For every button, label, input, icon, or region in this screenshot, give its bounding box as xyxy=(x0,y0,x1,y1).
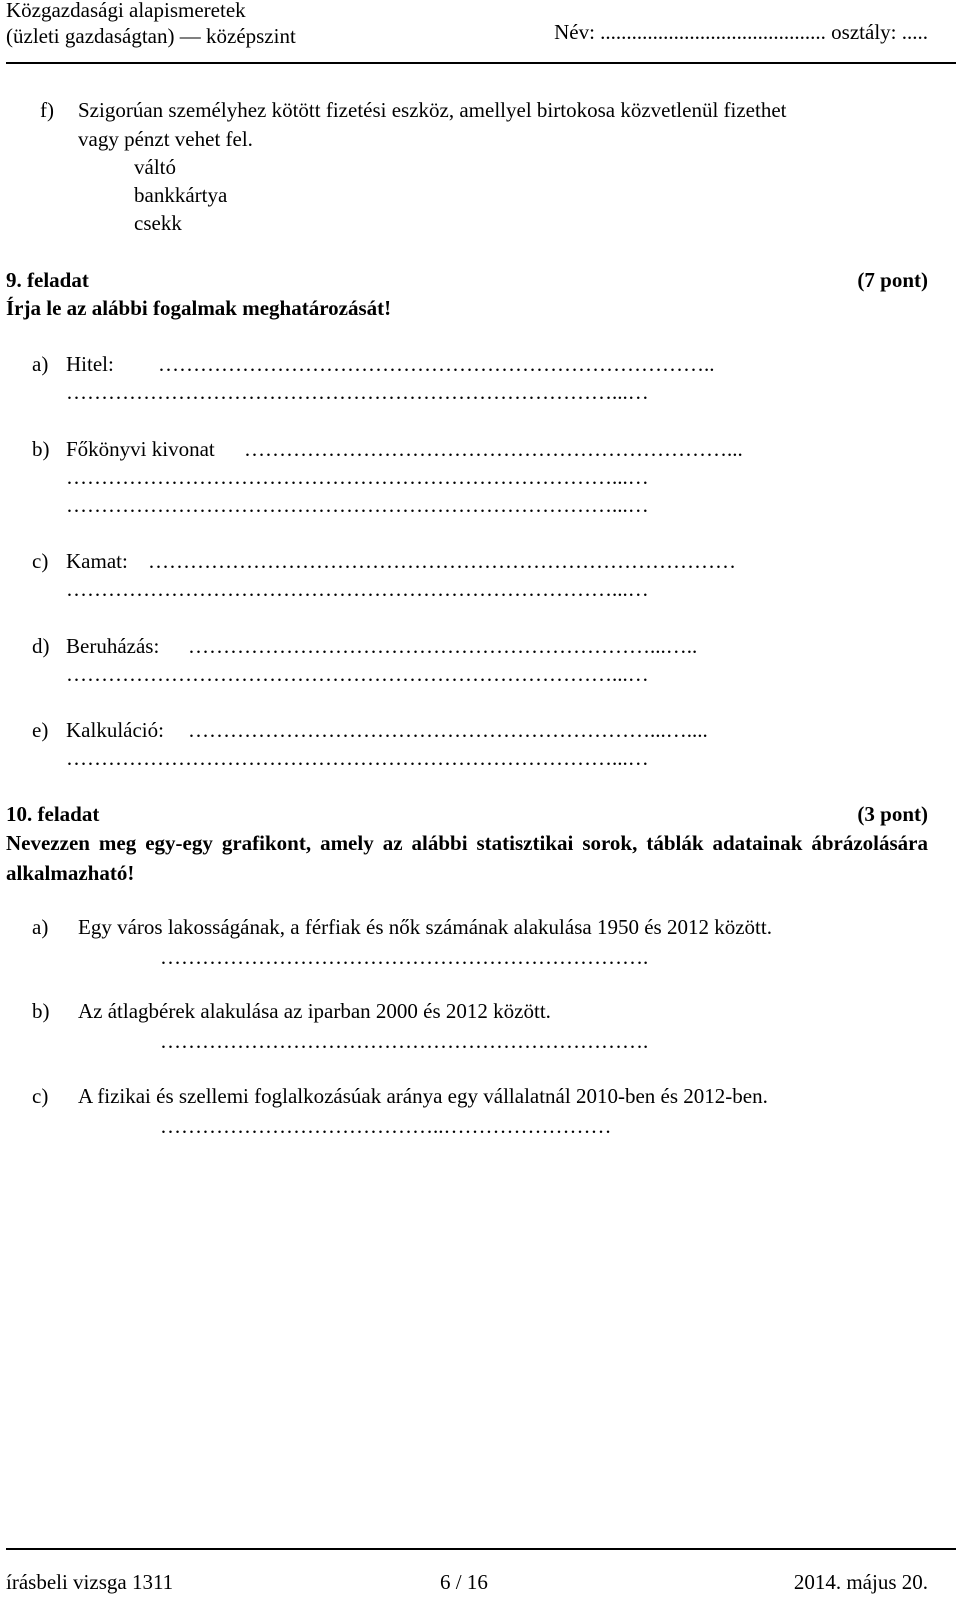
task9d-label: d) xyxy=(32,634,50,658)
task9e-answer-line[interactable]: …………………………………………………………...….... xyxy=(188,718,708,742)
footer-page-number: 6 / 16 xyxy=(440,1570,488,1594)
task9a-term: Hitel: xyxy=(66,352,114,376)
task10b-answer-line[interactable]: ……………………………………………………………. xyxy=(160,1029,649,1053)
task9-points: (7 pont) xyxy=(857,268,928,292)
task9b-answer-line[interactable]: ……………………………………………………………... xyxy=(244,437,743,461)
header-subject-line1: Közgazdasági alapismeretek xyxy=(6,0,246,22)
task9b-answer-line[interactable]: ……………………………………………………………………...… xyxy=(66,493,649,517)
task9-instruction: Írja le az alábbi fogalmak meghatározását! xyxy=(6,296,392,320)
task10a-label: a) xyxy=(32,915,49,939)
task9a-answer-line[interactable]: ……………………………………………………………………...… xyxy=(66,380,649,404)
task8f-option: bankkártya xyxy=(134,183,228,207)
task9b-label: b) xyxy=(32,437,50,461)
header-subject-line2: (üzleti gazdaságtan) — középszint xyxy=(6,24,296,48)
task10c-text: A fizikai és szellemi foglalkozásúak aránya egy vállalatnál 2010-ben és 2012-ben. xyxy=(78,1084,768,1108)
task9b-answer-line[interactable]: ……………………………………………………………………...… xyxy=(66,465,649,489)
task10a-answer-line[interactable]: ……………………………………………………………. xyxy=(160,945,649,969)
footer-exam: írásbeli vizsga 1311 xyxy=(6,1570,174,1594)
task8f-option: váltó xyxy=(134,155,176,179)
task9a-answer-line[interactable]: …………………………………………………………………….. xyxy=(158,352,715,376)
footer-rule xyxy=(6,1548,956,1550)
task8f-question-line1: Szigorúan személyhez kötött fizetési eszköz, amellyel birtokosa közvetlenül fizethet xyxy=(78,98,787,122)
task9-title: 9. feladat xyxy=(6,268,89,292)
task10c-answer-line[interactable]: …………………………………..…………………… xyxy=(160,1114,612,1138)
task9c-label: c) xyxy=(32,549,49,573)
task8f-option: csekk xyxy=(134,211,182,235)
header-rule xyxy=(6,62,956,64)
task9a-label: a) xyxy=(32,352,49,376)
task9c-term: Kamat: xyxy=(66,549,128,573)
task9e-label: e) xyxy=(32,718,49,742)
header-name-class: Név: ........................................... osztály: ..... xyxy=(554,20,928,44)
task10c-label: c) xyxy=(32,1084,49,1108)
task9d-answer-line[interactable]: ……………………………………………………………………...… xyxy=(66,662,649,686)
task10-points: (3 pont) xyxy=(857,802,928,826)
task9b-term: Főkönyvi kivonat xyxy=(66,437,215,461)
footer-date: 2014. május 20. xyxy=(793,1570,928,1594)
task10b-label: b) xyxy=(32,999,50,1023)
task9d-answer-line[interactable]: …………………………………………………………...….. xyxy=(188,634,698,658)
task9c-answer-line[interactable]: ………………………………………………………………………… xyxy=(148,549,736,573)
task10-instruction: Nevezzen meg egy-egy grafikont, amely az alábbi statisztikai sorok, táblák adatainak ábrázolására alkalmazható! xyxy=(6,831,928,885)
task8f-question-line2: vagy pénzt vehet fel. xyxy=(78,127,253,151)
task9d-term: Beruházás: xyxy=(66,634,160,658)
task10b-text: Az átlagbérek alakulása az iparban 2000 és 2012 között. xyxy=(78,999,551,1023)
task10-title: 10. feladat xyxy=(6,802,100,826)
task8f-label: f) xyxy=(40,98,54,122)
task10a-text: Egy város lakosságának, a férfiak és nők számának alakulása 1950 és 2012 között. xyxy=(78,915,772,939)
task9e-answer-line[interactable]: ……………………………………………………………………...… xyxy=(66,746,649,770)
task9c-answer-line[interactable]: ……………………………………………………………………...… xyxy=(66,577,649,601)
task9e-term: Kalkuláció: xyxy=(66,718,164,742)
